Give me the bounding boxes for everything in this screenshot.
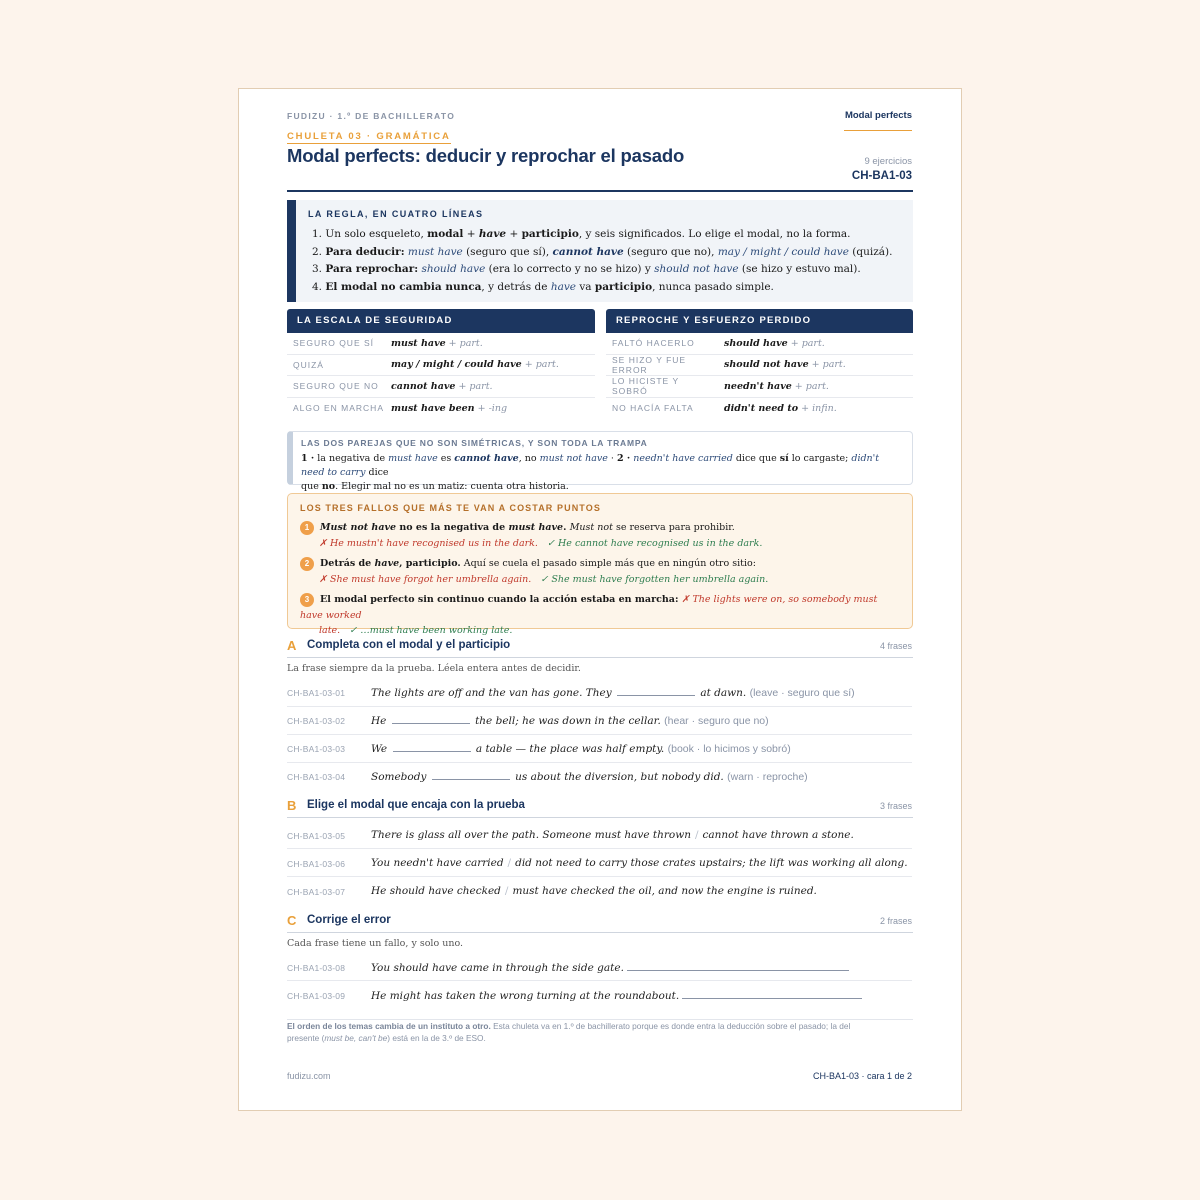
- pairs-box-text: 1 · la negativa de must have es cannot have, no must not have · 2 · needn't have carried dice que sí lo cargaste; didn't need to carry dice que no. Elegir mal no es un matiz: cuenta otra historia.: [301, 453, 880, 492]
- section-a-rule: [287, 657, 913, 658]
- header-rule: [287, 190, 913, 192]
- answer-blank[interactable]: [393, 742, 471, 752]
- worksheet-page: FUDIZU · 1.º DE BACHILLERATO Modal perfects CHULETA 03 · GRAMÁTICA Modal perfects: deducir y reprochar el pasado 9 ejercicios CH-BA1-03 LA REGLA, EN CUATRO LÍNEAS 1. Un solo esqueleto, modal + have + participio, y seis significados. Lo elige el modal, no la forma. 2. Para deducir: must have (seguro que sí), cannot have (seguro que no), may / might / could have (quizá). 3. Para reprochar: should have (era lo correcto y no se hizo) y should not have (se hizo y estuvo mal). 4. El modal no cambia nunca, y detrás de have va participio, nunca pasado simple. LA ESCALA DE SEGURIDAD SEGURO QUE SÍ must have + part. QUIZÁ may / might / could have + part. SEGURO QUE NO cannot have + part. ALGO EN MARCHA must have been + -ing REPROCHE Y ESFUERZO PERDIDO FALTÓ HACERLO should have + part. SE HIZO Y FUE ERROR should not have + part. LO HICISTE Y SOBRÓ needn't have + part. NO HACÍA FALTA didn't need to + infin. LAS DOS PAREJAS QUE NO SON SIMÉTRICAS, Y SON TODA LA TRAMPA 1 · la negativa de must have es cannot have, no must not have · 2 · needn't have carried dice que sí lo cargaste; didn't need to carry dice que no. Elegir mal no es un matiz: cuenta otra historia. LOS TRES FALLOS QUE MÁS TE VAN A COSTAR PUNTOS 1 Must not have no es la negativa de must have. Must not se reserva para prohibir. ✗ He mustn't have recognised us in the dark. ✓ He cannot have recognised us in the dark. 2 Detrás de have, participio. Aquí se cuela el pasado simple más que en ningún otro sitio: ✗ She must have forgot her umbrella again. ✓ She must have forgotten her umbrella again. 3 El modal perfecto sin continuo cuando la acción estaba en marcha: ✗ The lights were on, so somebody must have worked late. ✓ …must have been working late. A Completa con el modal y el participio 4 frases La frase siempre da la prueba. Léela entera antes de decidir. CH-BA1-03-01 The lights are off and the van has gone. They at dawn. (leave · seguro que sí) CH-BA1-03-02 He the bell; he was down in the cellar. (hear · seguro que no) CH-BA1-03-03 We a table — the place was half empty. (book · lo hicimos y sobró) CH-BA1-03-04 Somebody us about the diversion, but nobody did. (warn · reproche) B Elige el modal que encaja con la prueba 3 frases CH-BA1-03-05 There is glass all over the path. Someone must have thrown / cannot have thrown a stone. CH-BA1-03-06 You needn't have carried / did not need to carry those crates upstairs; the lift was working all along. CH-BA1-03-07 He should have checked / must have checked the oil, and now the engine is ruined. C Corrige el error 2 frases Cada frase tiene un fallo, y solo uno. CH-BA1-03-08 You should have came in through the side gate. CH-BA1-03-09 He might has taken the wrong turning at the roundabout. El orden de los temas cambia de un instituto a otro. Esta chuleta va en 1.º de bachillerato porque es donde entra la deducción sobre el pasado; la del presente (must be, can't be) está en la de 3.º de ESO. fudizu.com CH-BA1-03 · cara 1 de 2: [238, 88, 962, 1111]
- reproach-table: [606, 309, 913, 419]
- rule-item: 4. El modal no cambia nunca, y detrás de have va participio, nunca pasado simple.: [312, 280, 774, 293]
- section-c-count: 2 frases: [879, 916, 912, 926]
- number-badge: 2: [300, 557, 314, 571]
- table-row: QUIZÁ may / might / could have + part.: [287, 355, 595, 377]
- pairs-box: [287, 431, 913, 492]
- table-row: SE HIZO Y FUE ERROR should not have + part.: [606, 355, 913, 377]
- answer-blank[interactable]: [432, 770, 510, 780]
- rule-box-heading: LA REGLA, EN CUATRO LÍNEAS: [308, 209, 484, 219]
- table-row: FALTÓ HACERLO should have + part.: [606, 333, 913, 355]
- mistake-item-1: 1 Must not have no es la negativa de must have. Must not se reserva para prohibir. ✗ He mustn't have recognised us in the dark. ✓ He cannot have recognised us in the dark.: [300, 520, 900, 551]
- section-a-title: Completa con el modal y el participio: [307, 639, 511, 651]
- section-c-note: Cada frase tiene un fallo, y solo uno.: [287, 938, 464, 949]
- table-row: ALGO EN MARCHA must have been + -ing: [293, 402, 508, 414]
- footer-page: CH-BA1-03 · cara 1 de 2: [812, 1071, 912, 1081]
- reproach-table-heading: REPROCHE Y ESFUERZO PERDIDO: [606, 309, 913, 333]
- section-b-letter: B: [287, 798, 297, 813]
- kicker: CHULETA 03 · GRAMÁTICA: [287, 131, 451, 142]
- exercise-count: 9 ejercicios: [864, 156, 912, 167]
- rule-item: 1. Un solo esqueleto, modal + have + participio, y seis significados. Lo elige el modal, no la forma.: [312, 228, 851, 240]
- rule-box: [287, 200, 913, 302]
- brand-label: FUDIZU · 1.º DE BACHILLERATO: [287, 111, 456, 121]
- footer-site: fudizu.com: [287, 1071, 331, 1081]
- table-row: SEGURO QUE NO cannot have + part.: [287, 376, 595, 398]
- table-row: LO HICISTE Y SOBRÓ needn't have + part.: [606, 376, 913, 398]
- answer-blank[interactable]: [617, 686, 695, 696]
- pairs-box-heading: LAS DOS PAREJAS QUE NO SON SIMÉTRICAS, Y SON TODA LA TRAMPA: [301, 438, 648, 448]
- mistake-item-2: 2 Detrás de have, participio. Aquí se cuela el pasado simple más que en ningún otro sitio: ✗ She must have forgot her umbrella again. ✓ She must have forgotten her umbrella again.: [300, 556, 900, 587]
- section-a-letter: A: [287, 638, 297, 653]
- answer-line[interactable]: [627, 961, 849, 971]
- section-b-rule: [287, 817, 913, 818]
- section-c-title: Corrige el error: [307, 914, 391, 926]
- section-c-rule: [287, 932, 913, 933]
- sheet-code: CH-BA1-03: [851, 170, 912, 182]
- mistake-item-3: 3 El modal perfecto sin continuo cuando la acción estaba en marcha: ✗ The lights were on, so somebody must have worked late. ✓ …must have been working late.: [300, 594, 878, 636]
- topic-label: Modal perfects: [844, 110, 912, 121]
- page-title: Modal perfects: deducir y reprochar el pasado: [287, 145, 685, 166]
- rule-item: 3. Para reprochar: should have (era lo correcto y no se hizo) y should not have (se hizo y estuvo mal).: [312, 263, 861, 275]
- certainty-table: [287, 309, 595, 419]
- certainty-table-heading: LA ESCALA DE SEGURIDAD: [287, 309, 595, 333]
- rule-item: 2. Para deducir: must have (seguro que sí), cannot have (seguro que no), may / might / could have (quizá).: [312, 245, 893, 258]
- rule-list: [312, 226, 892, 296]
- mistakes-box-heading: LOS TRES FALLOS QUE MÁS TE VAN A COSTAR PUNTOS: [300, 503, 601, 513]
- table-row: NO HACÍA FALTA didn't need to + infin.: [612, 402, 837, 414]
- footnote: El orden de los temas cambia de un instituto a otro. Esta chuleta va en 1.º de bachillerato porque es donde entra la deducción sobre el pasado; la del presente (must be, can't be) está en la de 3.º de ESO.: [287, 1021, 851, 1043]
- section-b-title: Elige el modal que encaja con la prueba: [307, 799, 525, 811]
- section-a-note: La frase siempre da la prueba. Léela entera antes de decidir.: [287, 663, 581, 674]
- topic-underline: [844, 130, 912, 131]
- section-c-letter: C: [287, 913, 297, 928]
- mistakes-box: [287, 493, 913, 636]
- section-b-count: 3 frases: [879, 801, 912, 811]
- number-badge: 3: [300, 593, 314, 607]
- answer-line[interactable]: [682, 989, 862, 999]
- answer-blank[interactable]: [392, 714, 470, 724]
- number-badge: 1: [300, 521, 314, 535]
- table-row: SEGURO QUE SÍ must have + part.: [287, 333, 595, 355]
- section-a-count: 4 frases: [879, 641, 912, 651]
